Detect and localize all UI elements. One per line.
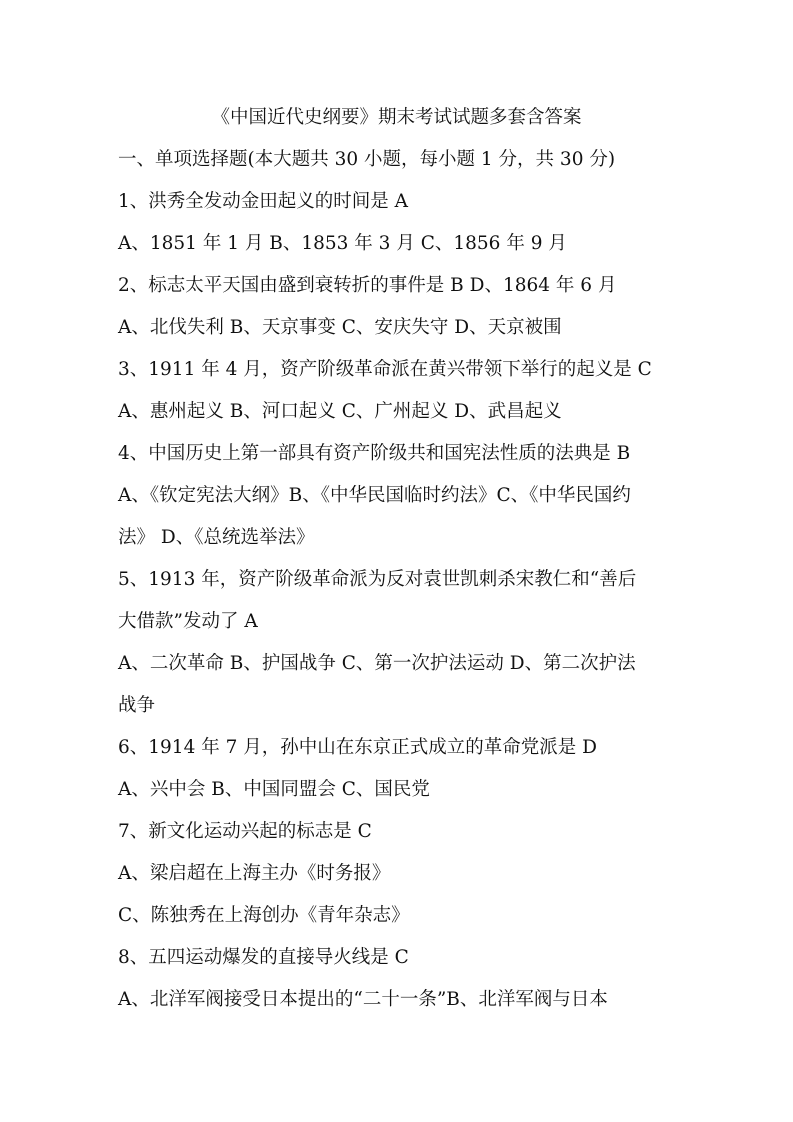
question-line: 2、标志太平天国由盛到衰转折的事件是 B D、1864 年 6 月	[118, 275, 617, 296]
options-line: A、二次革命 B、护国战争 C、第一次护法运动 D、第二次护法	[118, 653, 636, 674]
question-line: 1、洪秀全发动金田起义的时间是 A	[118, 191, 409, 212]
question-line: 大借款”发动了 A	[118, 611, 258, 632]
options-line: A、1851 年 1 月 B、1853 年 3 月 C、1856 年 9 月	[118, 233, 567, 254]
question-line: 8、五四运动爆发的直接导火线是 C	[118, 947, 409, 968]
question-line: 6、1914 年 7 月，孙中山在东京正式成立的革命党派是 D	[118, 737, 597, 758]
options-line: A、惠州起义 B、河口起义 C、广州起义 D、武昌起义	[118, 401, 562, 422]
options-line: A、《钦定宪法大纲》B、《中华民国临时约法》C、《中华民国约	[118, 485, 631, 506]
options-line: A、北洋军阀接受日本提出的“二十一条”B、北洋军阀与日本	[118, 989, 608, 1010]
options-line: 战争	[118, 695, 156, 716]
options-line: 法》 D、《总统选举法》	[118, 527, 315, 548]
question-line: 5、1913 年，资产阶级革命派为反对袁世凯刺杀宋教仁和“善后	[118, 569, 637, 590]
options-line: A、北伐失利 B、天京事变 C、安庆失守 D、天京被围	[118, 317, 562, 338]
question-line: 7、新文化运动兴起的标志是 C	[118, 821, 372, 842]
options-line: A、兴中会 B、中国同盟会 C、国民党	[118, 779, 430, 800]
options-line: C、陈独秀在上海创办《青年杂志》	[118, 905, 410, 926]
section-heading: 一、单项选择题(本大题共 30 小题，每小题 1 分，共 30 分)	[118, 149, 616, 170]
options-line: A、梁启超在上海主办《时务报》	[118, 863, 391, 884]
question-line: 4、中国历史上第一部具有资产阶级共和国宪法性质的法典是 B	[118, 443, 631, 464]
question-line: 3、1911 年 4 月，资产阶级革命派在黄兴带领下举行的起义是 C	[118, 359, 652, 380]
document-title: 《中国近代史纲要》期末考试试题多套含答案	[211, 107, 582, 128]
